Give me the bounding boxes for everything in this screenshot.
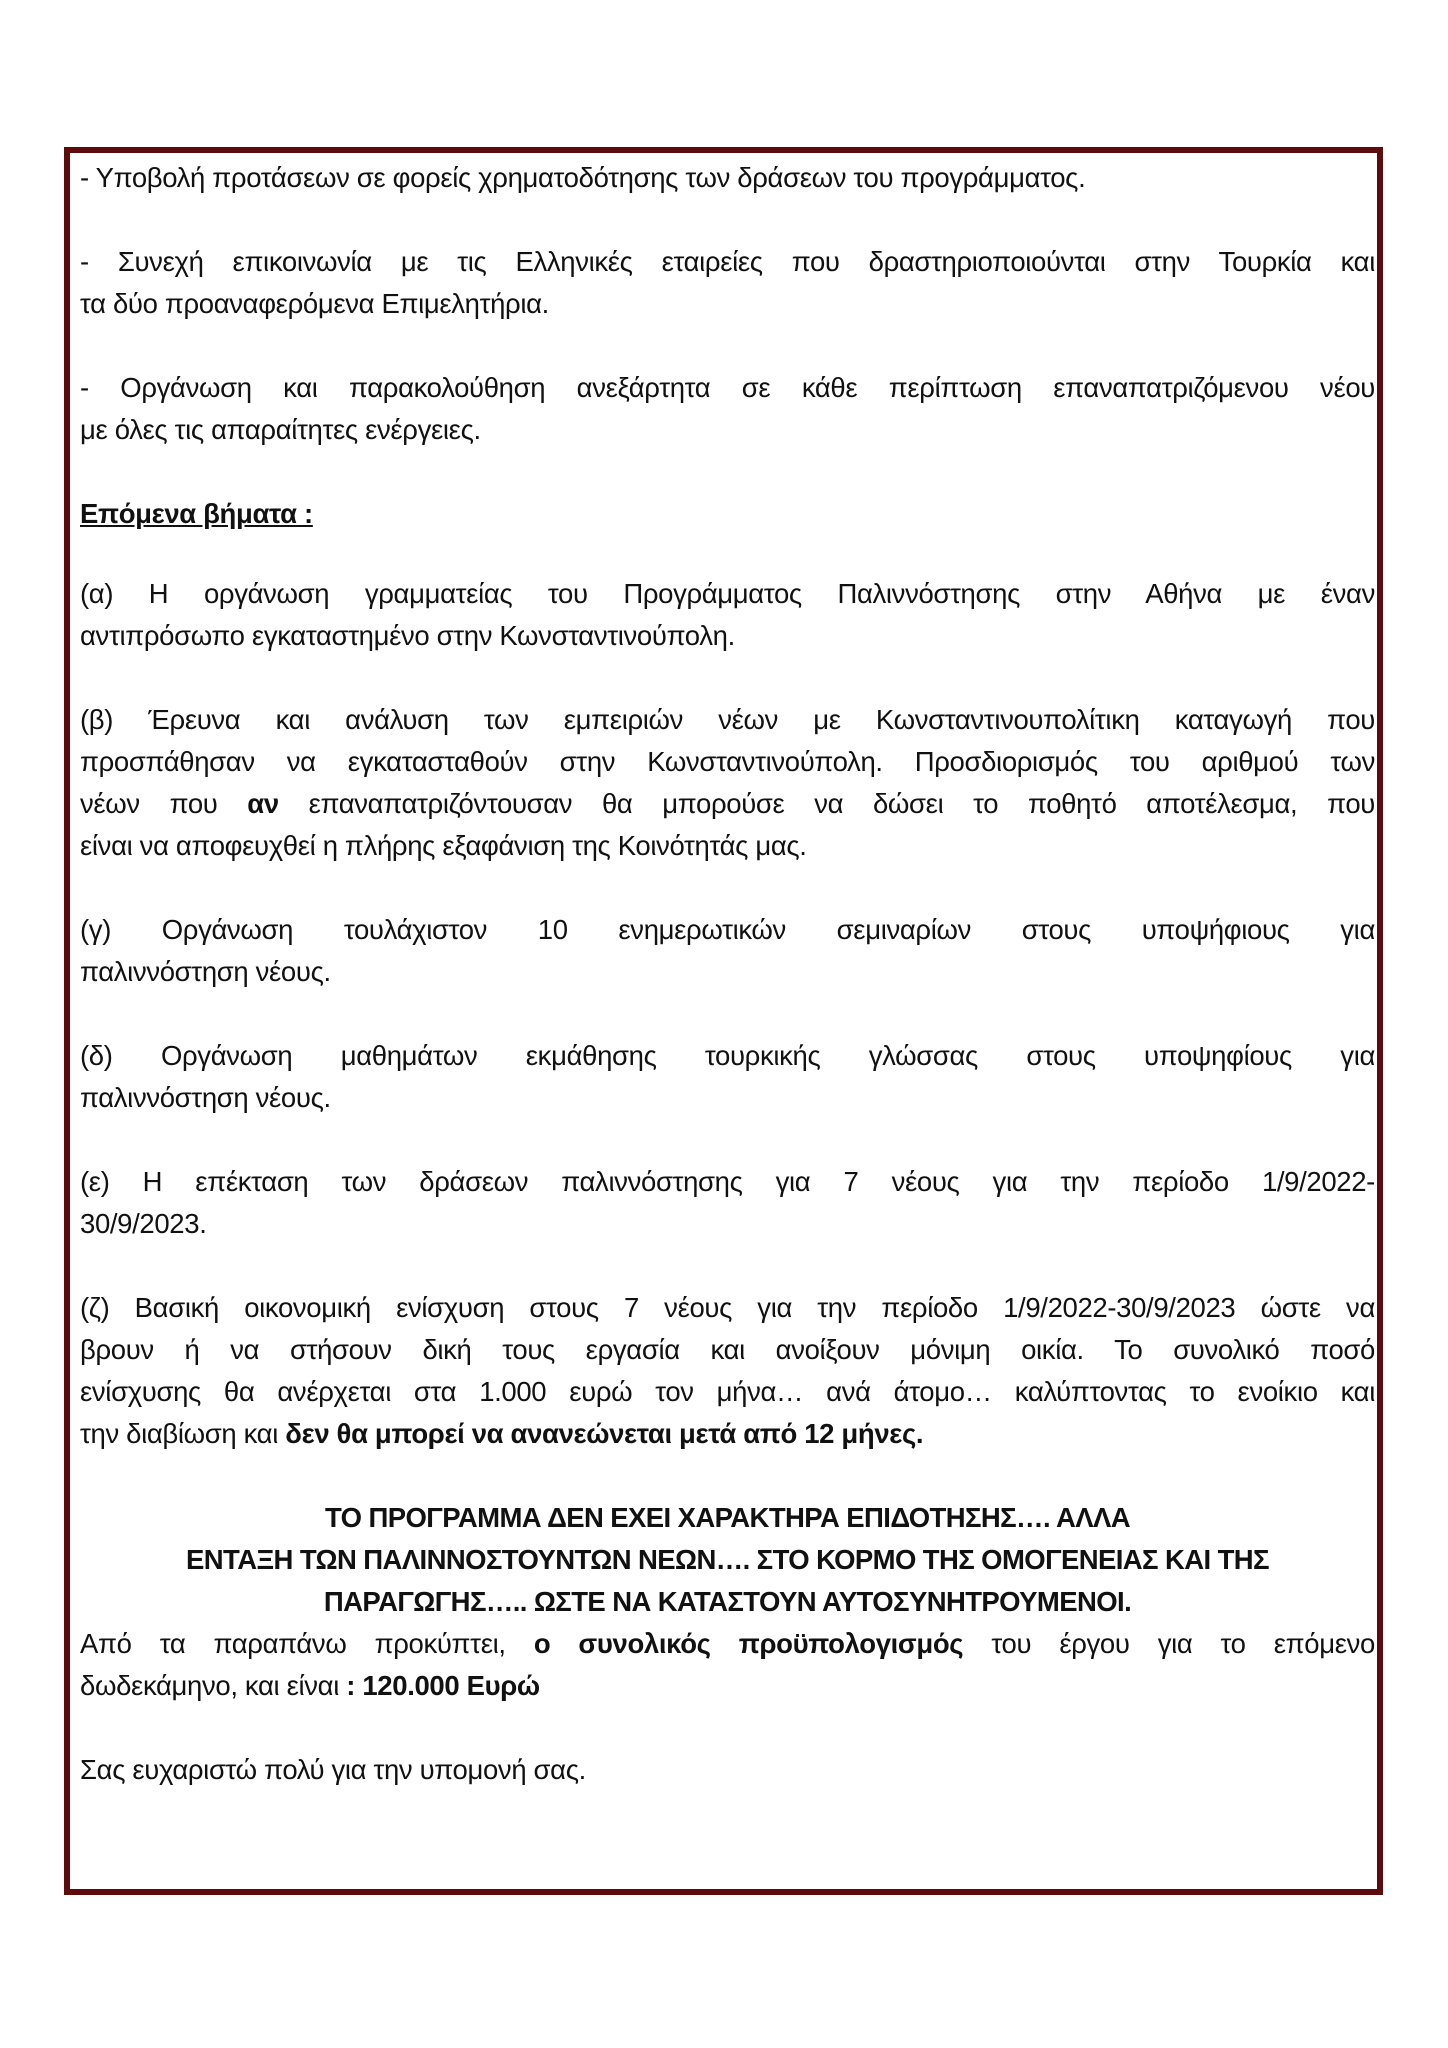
- text-run: επαναπατριζόντουσαν θα μπορούσε να δώσει το ποθητό αποτέλεσμα, που: [278, 788, 1375, 819]
- emphasis-text: δεν θα μπορεί να ανανεώνεται μετά από 12 μήνες.: [285, 1418, 924, 1449]
- budget-summary: [80, 1623, 1375, 1707]
- step-b: [80, 699, 1375, 867]
- bullet-funding-proposals: [80, 157, 1375, 199]
- text-line: αντιπρόσωπο εγκαταστημένο στην Κωνσταντινούπολη.: [80, 620, 735, 651]
- text-line: Σας ευχαριστώ πολύ για την υπομονή σας.: [80, 1754, 586, 1785]
- budget-total: : 120.000 Ευρώ: [346, 1670, 540, 1701]
- text-line: [80, 1413, 1375, 1455]
- text-line: είναι να αποφευχθεί η πλήρης εξαφάνιση της Κοινότητάς μας.: [80, 830, 807, 861]
- text-line: παλιννόστηση νέους.: [80, 1082, 331, 1113]
- bullet-organization-monitoring: [80, 367, 1375, 451]
- statement-line: ΠΑΡΑΓΩΓΗΣ….. ΩΣΤΕ ΝΑ ΚΑΤΑΣΤΟΥΝ ΑΥΤΟΣΥΝΗΤΡΟΥΜΕΝΟΙ.: [323, 1586, 1132, 1617]
- statement-line: ΕΝΤΑΞΗ ΤΩΝ ΠΑΛΙΝΝΟΣΤΟΥΝΤΩΝ ΝΕΩΝ…. ΣΤΟ ΚΟΡΜΟ ΤΗΣ ΟΜΟΓΕΝΕΙΑΣ ΚΑΙ ΤΗΣ: [186, 1544, 1269, 1575]
- text-line: 30/9/2023.: [80, 1208, 207, 1239]
- text-line: βρουν ή να στήσουν δική τους εργασία και ανοίξουν μόνιμη οικία. Το συνολικό ποσό: [80, 1334, 1375, 1365]
- text-run: δωδεκάμηνο, και είναι: [80, 1670, 347, 1701]
- text-line: [80, 1623, 1375, 1665]
- next-steps-heading: Επόμενα βήματα :: [80, 498, 313, 529]
- statement-line: ΤΟ ΠΡΟΓΡΑΜΜΑ ΔΕΝ ΕΧΕΙ ΧΑΡΑΚΤΗΡΑ ΕΠΙΔΟΤΗΣΗΣ…. ΑΛΛΑ: [324, 1502, 1131, 1533]
- text-line: (ζ) Βασική οικονομική ενίσχυση στους 7 νέους για την περίοδο 1/9/2022-30/9/2023 ώστε να: [80, 1292, 1375, 1323]
- text-line: ενίσχυσης θα ανέρχεται στα 1.000 ευρώ τον μήνα… ανά άτομο… καλύπτοντας το ενοίκιο και: [80, 1376, 1375, 1407]
- text-run: την διαβίωση και: [80, 1418, 286, 1449]
- text-line: [80, 783, 1375, 825]
- program-statement: [80, 1497, 1375, 1623]
- bullet-company-communication: [80, 241, 1375, 325]
- emphasis-text: αν: [247, 788, 279, 819]
- document-body: [80, 157, 1375, 1833]
- step-z: [80, 1287, 1375, 1455]
- closing-remark: [80, 1749, 1375, 1791]
- text-line: (α) Η οργάνωση γραμματείας του Προγράμματος Παλιννόστησης στην Αθήνα με έναν: [80, 578, 1375, 609]
- text-line: με όλες τις απαραίτητες ενέργειες.: [80, 414, 481, 445]
- emphasis-text: ο συνολικός προϋπολογισμός: [533, 1628, 964, 1659]
- text-line: (γ) Οργάνωση τουλάχιστον 10 ενημερωτικών σεμιναρίων στους υποψήφιους για: [80, 914, 1375, 945]
- step-d: [80, 1035, 1375, 1119]
- text-line: [80, 1665, 1375, 1707]
- text-line: τα δύο προαναφερόμενα Επιμελητήρια.: [80, 288, 549, 319]
- text-line: (ε) Η επέκταση των δράσεων παλιννόστησης για 7 νέους για την περίοδο 1/9/2022-: [80, 1166, 1375, 1197]
- text-run: του έργου για το επόμενο: [963, 1628, 1376, 1659]
- text-line: - Οργάνωση και παρακολούθηση ανεξάρτητα σε κάθε περίπτωση επαναπατριζόμενου νέου: [80, 372, 1375, 403]
- text-line: - Υποβολή προτάσεων σε φορείς χρηματοδότησης των δράσεων του προγράμματος.: [80, 162, 1086, 193]
- step-a: [80, 573, 1375, 657]
- text-line: προσπάθησαν να εγκατασταθούν στην Κωνσταντινούπολη. Προσδιορισμός του αριθμού των: [80, 746, 1375, 777]
- step-c: [80, 909, 1375, 993]
- text-line: (β) Έρευνα και ανάλυση των εμπειριών νέων με Κωνσταντινουπολίτικη καταγωγή που: [80, 704, 1375, 735]
- step-e: [80, 1161, 1375, 1245]
- text-line: (δ) Οργάνωση μαθημάτων εκμάθησης τουρκικής γλώσσας στους υποψηφίους για: [80, 1040, 1375, 1071]
- text-line: - Συνεχή επικοινωνία με τις Ελληνικές εταιρείες που δραστηριοποιούνται στην Τουρκία και: [80, 246, 1375, 277]
- text-line: παλιννόστηση νέους.: [80, 956, 331, 987]
- text-run: νέων που: [80, 788, 248, 819]
- text-run: Από τα παραπάνω προκύπτει,: [80, 1628, 534, 1659]
